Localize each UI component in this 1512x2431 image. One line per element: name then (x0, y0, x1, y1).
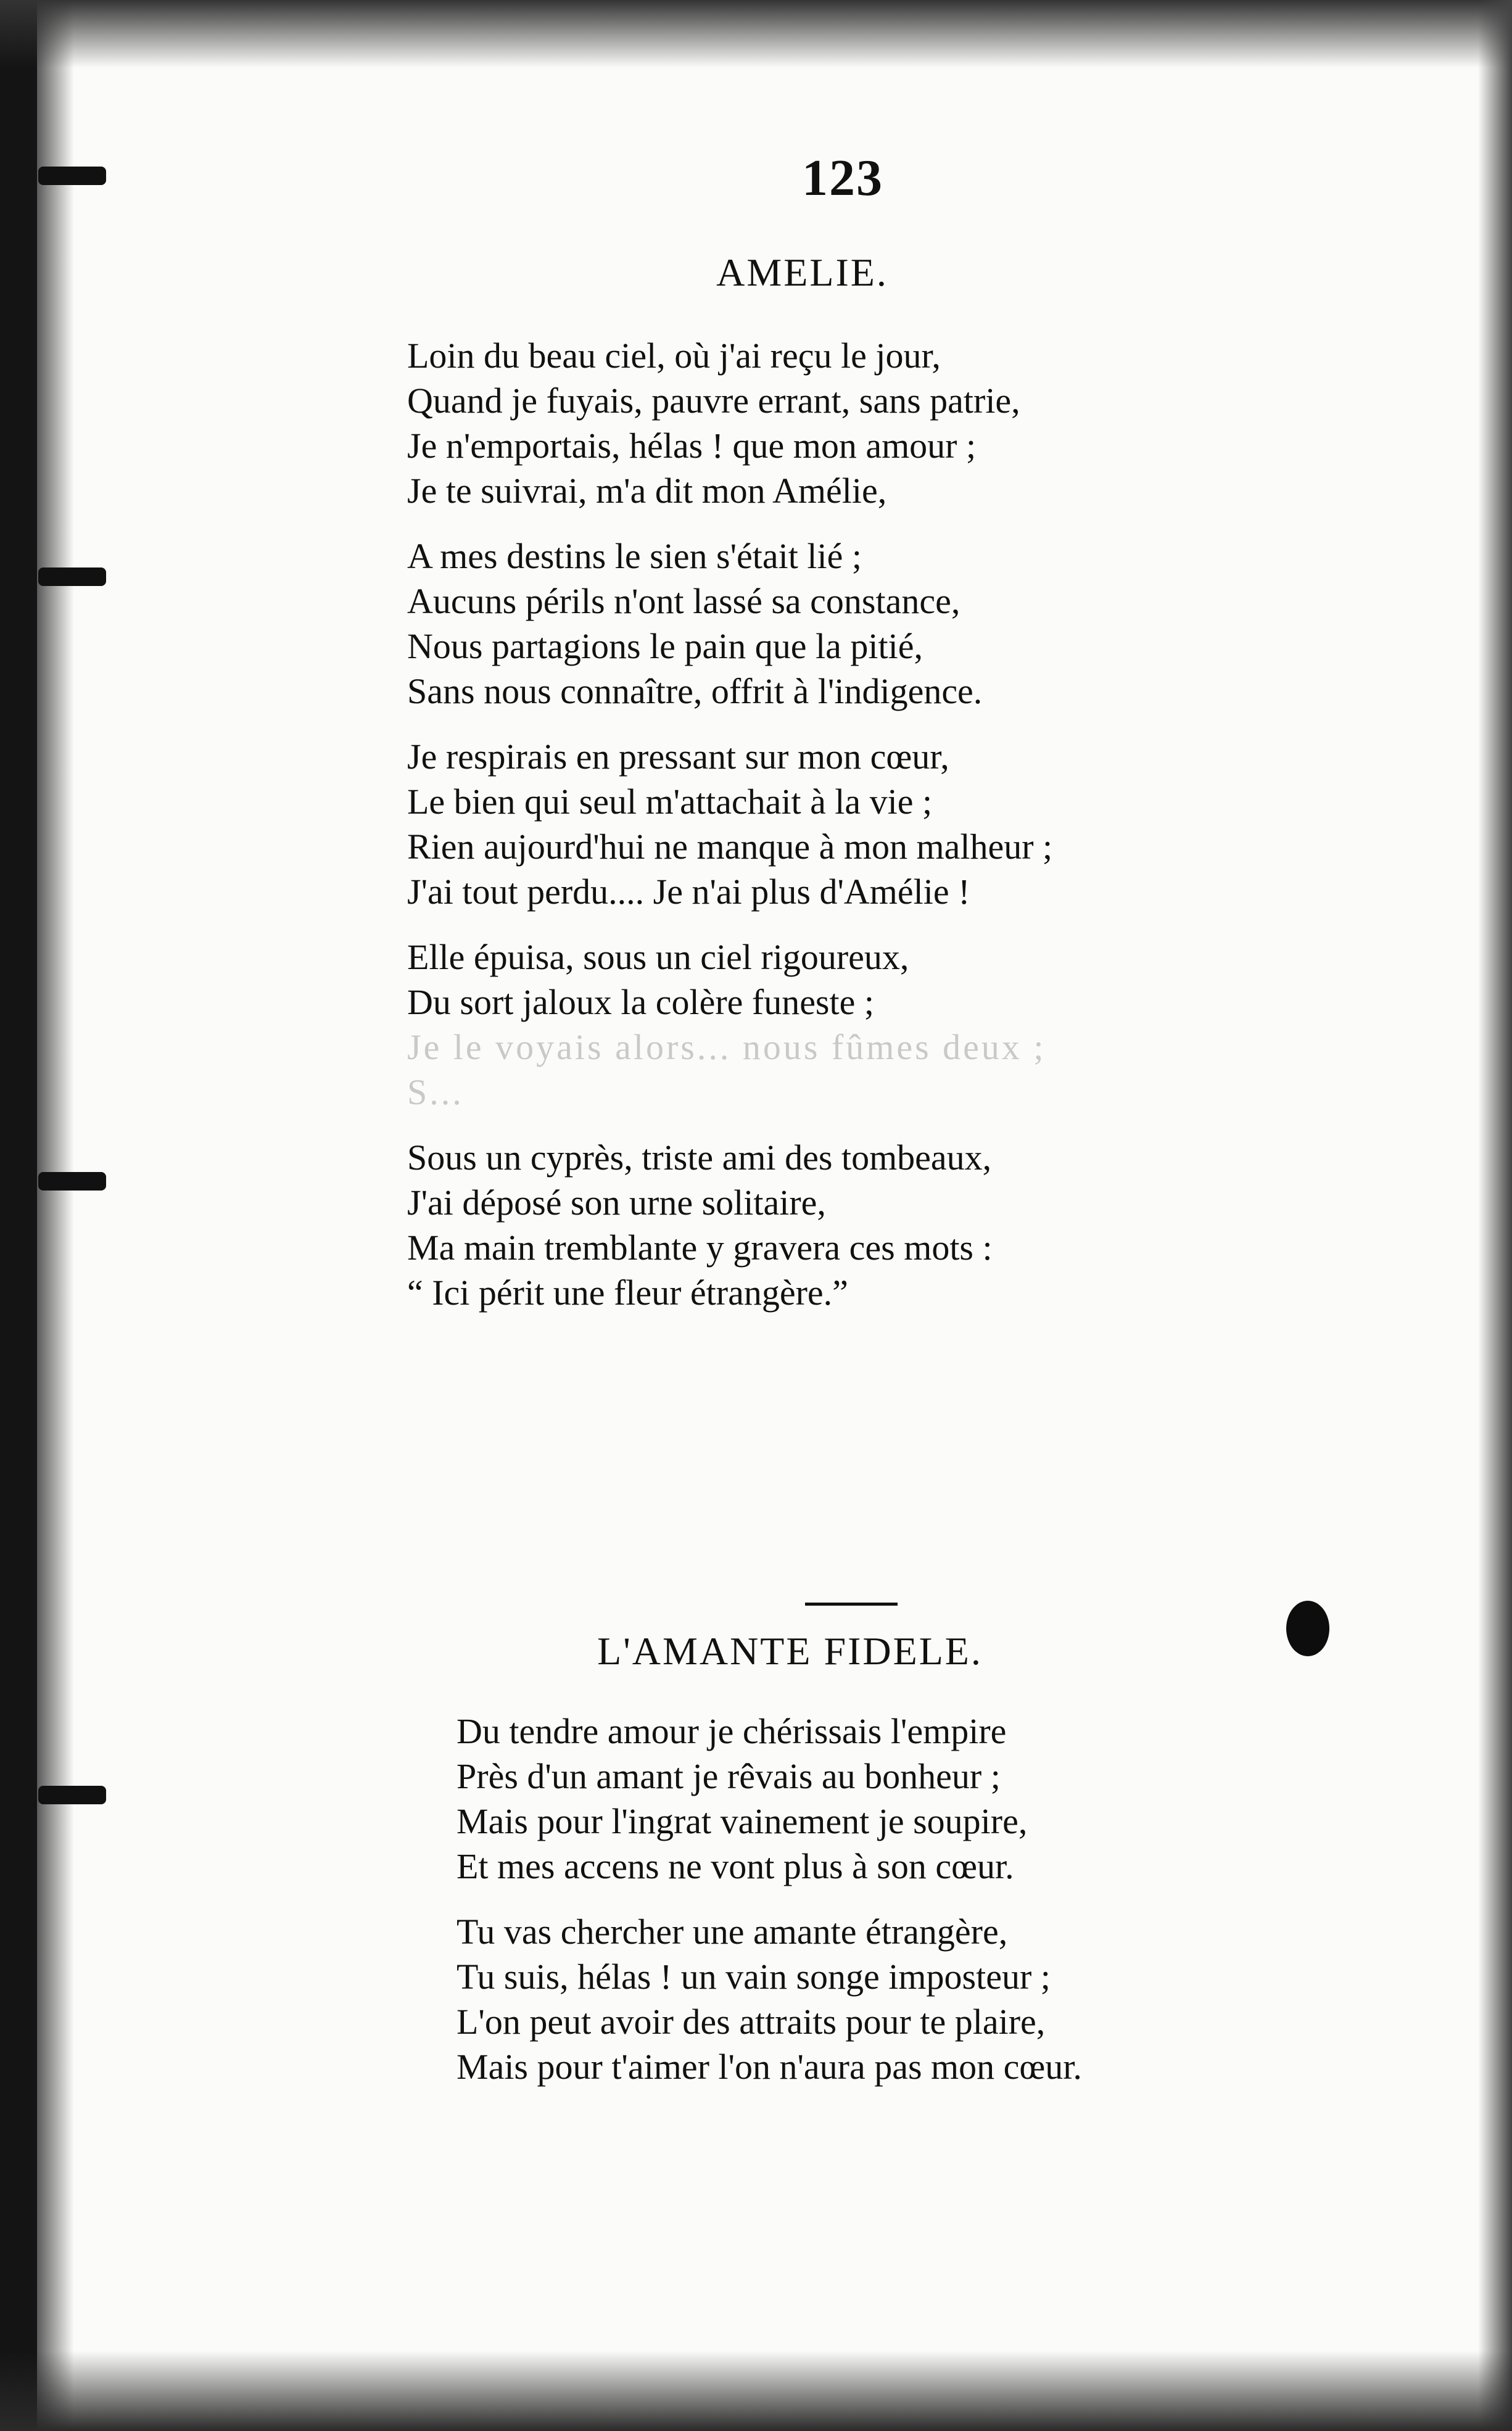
section-divider (805, 1603, 898, 1606)
verse-line: Près d'un amant je rêvais au bonheur ; (456, 1756, 1001, 1796)
verse-line: L'on peut avoir des attraits pour te plaire, (456, 2002, 1046, 2042)
stanza (407, 333, 1052, 513)
verse-line: Aucuns périls n'ont lassé sa constance, (407, 581, 960, 621)
poem-amelie (407, 333, 1052, 1335)
verse-line: Sous un cyprès, triste ami des tombeaux, (407, 1137, 992, 1178)
verse-line: Tu suis, hélas ! un vain songe imposteur ; (456, 1957, 1051, 1997)
poem-amante-fidele (456, 1709, 1082, 2110)
verse-line: J'ai tout perdu.... Je n'ai plus d'Amélie ! (407, 872, 970, 912)
verse-line: Tu vas chercher une amante étrangère, (456, 1912, 1008, 1952)
poem-title-amante-fidele: L'AMANTE FIDELE. (597, 1629, 983, 1673)
verse-line-faded: S... (407, 1072, 464, 1112)
verse-line: Le bien qui seul m'attachait à la vie ; (407, 782, 933, 822)
verse-line: Du sort jaloux la colère funeste ; (407, 982, 874, 1022)
verse-line: Du tendre amour je chérissais l'empire (456, 1711, 1007, 1751)
verse-line: Mais pour l'ingrat vainement je soupire, (456, 1801, 1028, 1841)
binding-stitch (38, 1172, 106, 1191)
binding-stitch (38, 167, 106, 185)
stanza (456, 1909, 1082, 2089)
stanza (407, 534, 1052, 714)
stanza (407, 935, 1052, 1115)
verse-line: A mes destins le sien s'était lié ; (407, 536, 862, 576)
verse-line: Je respirais en pressant sur mon cœur, (407, 737, 949, 777)
scan-edge-top (0, 0, 1512, 68)
verse-line: Elle épuisa, sous un ciel rigoureux, (407, 937, 909, 977)
stanza (407, 734, 1052, 914)
verse-line: Nous partagions le pain que la pitié, (407, 626, 923, 666)
verse-line: Sans nous connaître, offrit à l'indigence. (407, 671, 983, 711)
verse-line: Je te suivrai, m'a dit mon Amélie, (407, 471, 887, 511)
verse-line: Je n'emportais, hélas ! que mon amour ; (407, 426, 977, 466)
verse-line: Loin du beau ciel, où j'ai reçu le jour, (407, 336, 941, 376)
stanza (407, 1135, 1052, 1315)
verse-line: Mais pour t'aimer l'on n'aura pas mon cœur. (456, 2047, 1082, 2087)
verse-line-faded: Je le voyais alors... nous fûmes deux ; (407, 1027, 1046, 1067)
verse-line: Ma main tremblante y gravera ces mots : (407, 1228, 993, 1268)
binding-edge (0, 0, 37, 2431)
verse-line: Quand je fuyais, pauvre errant, sans patrie, (407, 381, 1020, 421)
binding-stitch (38, 568, 106, 586)
verse-line: Rien aujourd'hui ne manque à mon malheur ; (407, 827, 1053, 867)
scan-edge-right (1478, 0, 1512, 2431)
binding-shadow (37, 0, 74, 2431)
verse-line: Et mes accens ne vont plus à son cœur. (456, 1846, 1014, 1886)
page-number: 123 (802, 149, 883, 207)
verse-line: “ Ici périt une fleur étrangère.” (407, 1273, 848, 1313)
scan-edge-bottom (0, 2351, 1512, 2431)
stanza (456, 1709, 1082, 1889)
verse-line: J'ai déposé son urne solitaire, (407, 1182, 826, 1223)
poem-title-amelie: AMELIE. (716, 250, 888, 294)
binding-stitch (38, 1786, 106, 1804)
